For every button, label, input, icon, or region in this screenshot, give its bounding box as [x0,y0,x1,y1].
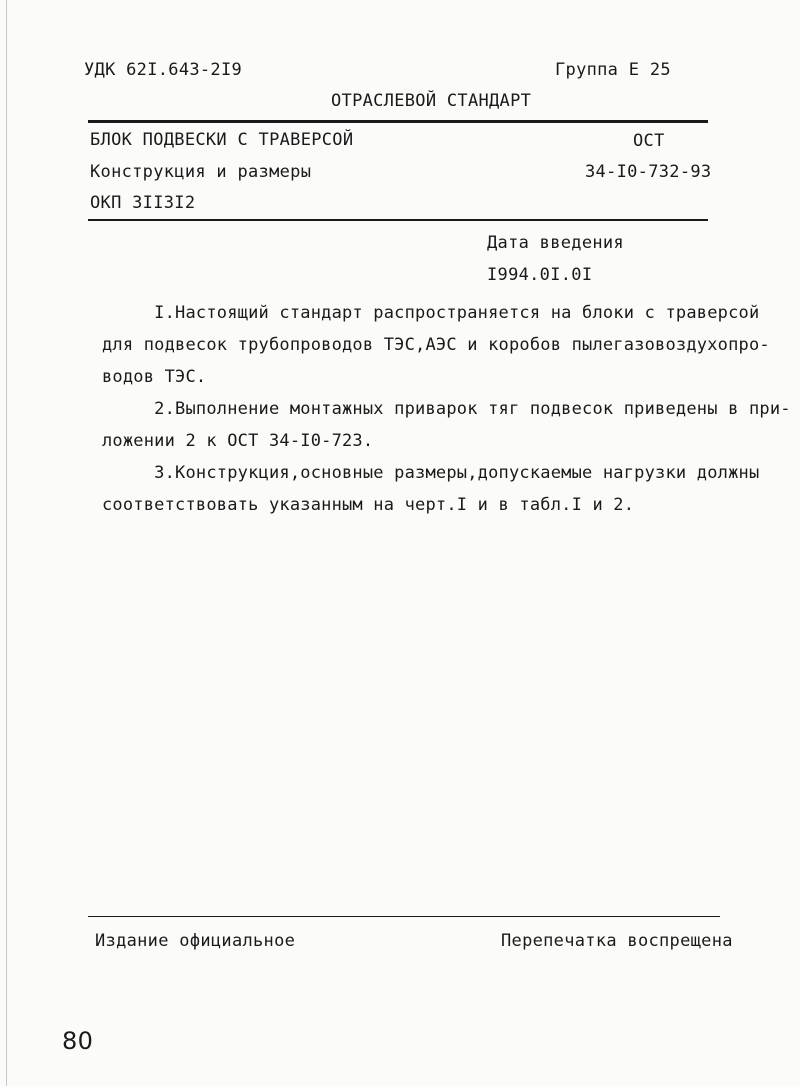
body-line: водов ТЭС. [102,367,207,387]
ost-number: 34-I0-732-93 [585,162,712,182]
udk-code: УДК 62I.643-2I9 [84,60,243,80]
standard-type: ОТРАСЛЕВОЙ СТАНДАРТ [331,91,532,111]
document-title: БЛОК ПОДВЕСКИ С ТРАВЕРСОЙ [90,130,354,150]
intro-date-label: Дата введения [487,233,624,253]
body-line: 3.Конструкция,основные размеры,допускаемые нагрузки должны [102,463,760,483]
body-line: для подвесок трубопроводов ТЭС,АЭС и коробов пылегазовоздухопро- [102,335,770,355]
intro-date-value: I994.0I.0I [487,265,593,285]
footer-rule [88,916,720,917]
body-line: 2.Выполнение монтажных приварок тяг подвесок приведены в при- [102,399,791,419]
header-rule [88,120,708,123]
body-line: I.Настоящий стандарт распространяется на блоки с траверсой [102,303,760,323]
body-line: соответствовать указанным на черт.I и в табл.I и 2. [102,495,635,515]
okp-code: ОКП 3II3I2 [90,193,196,213]
page-number: 80 [62,1027,94,1055]
ost-label: ОСТ [633,131,665,151]
group-code: Группа Е 25 [555,60,671,80]
body-text [102,297,791,521]
body-line: ложении 2 к ОСТ 34-I0-723. [102,431,374,451]
footer-official-edition: Издание официальное [95,931,296,951]
title-rule [88,219,708,221]
document-subtitle: Конструкция и размеры [90,162,312,182]
footer-reprint-prohibited: Перепечатка воспрещена [501,931,733,951]
page-edge [6,0,7,1086]
